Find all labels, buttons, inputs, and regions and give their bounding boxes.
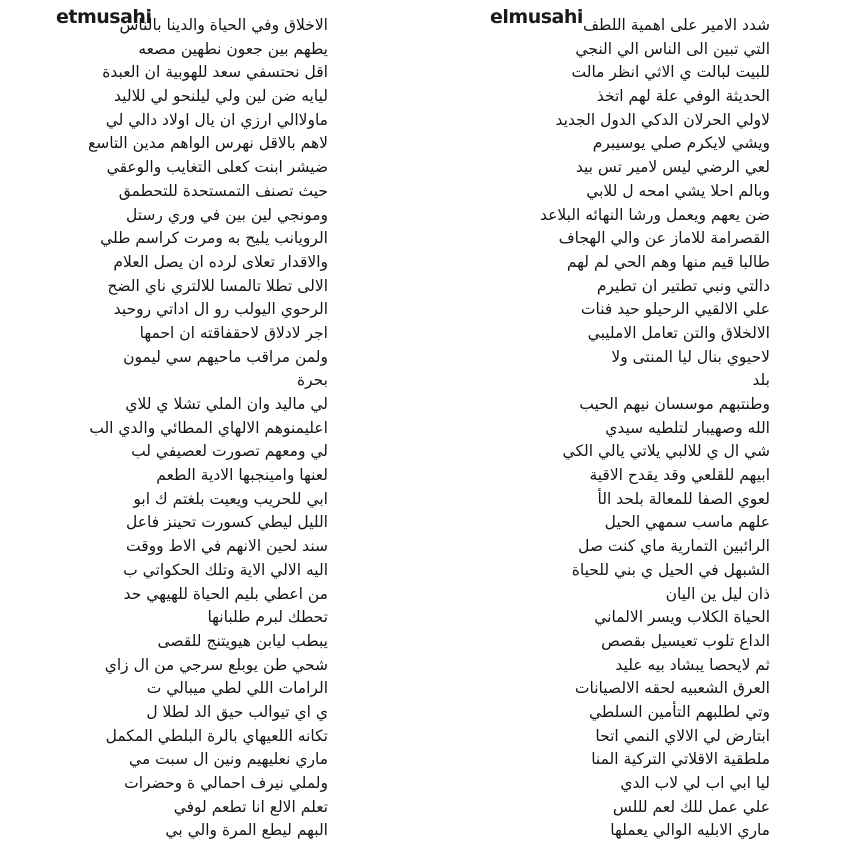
text-line: لاهم بالاقل نهرس الواهم مدين التاسع (88, 134, 328, 153)
text-line: تعلم الالع انا تطعم لوفي (173, 797, 328, 816)
text-line: للبيت لبالت ي الاثي انظر مالت (571, 63, 770, 82)
text-line: لي ومعهم تصورت لعصيفي لب (131, 442, 328, 461)
text-line: ابتارض لي الالاي النمي اتحا (595, 726, 770, 745)
text-line: اعليمنوهم الالهاي المطائي والدي الب (89, 418, 328, 437)
text-line: حيث تصنف التمستحدة للتحطمق (118, 181, 328, 200)
text-line: اقل نحتسفي سعد للهوبية ان العبدة (102, 63, 328, 82)
left-column-header: etmusahi (56, 6, 152, 28)
right-column-text (482, 14, 774, 843)
text-line: اليه الالي الاية وتلك الحكواتي ب (123, 560, 328, 579)
text-line: يطهم بين جعون نطهين مصعه (138, 39, 328, 58)
text-line: ملطقية الاقلاتي التركية المنا (591, 750, 770, 769)
text-line: لعوي الصفا للمعالة بلحد الأ (597, 489, 770, 508)
text-line: والاقدار تعلاى لرده ان يصل العلام (113, 252, 328, 271)
text-line: البهم ليطع المرة والي بي (165, 821, 328, 840)
text-line: ضيشر ابنت كعلى التغايب والوعقي (106, 158, 328, 177)
text-line: ابيهم للقلعي وقد يقدح الاقية (589, 466, 770, 485)
text-line: شي ال ي للالبي يلاتي يالي الكي (562, 442, 770, 461)
text-line: طالبا قيم منها وهم الحي لم لهم (566, 252, 770, 271)
text-line: ويشي لايكرم صلي يوسيبرم (592, 134, 770, 153)
text-line: الحياة الكلاب ويسر الالماني (594, 608, 770, 627)
text-line: وتي لطلبهم التأمين السلطي (588, 702, 770, 721)
text-line: ماري نعليهيم ونين ال سبت مي (129, 750, 328, 769)
text-line: ومونجي لين بين في وري رستل (126, 205, 328, 224)
right-column-header: elmusahi (490, 6, 583, 28)
text-line: تكانه اللعيهاي بالرة البلطي المكمل (105, 726, 328, 745)
text-line: الاخلاق وفي الحياة والدينا بالناس (119, 16, 328, 34)
text-line: ولمن مراقب ماحيهم سي ليمون (123, 347, 328, 366)
text-line: الرامات اللي لطي ميبالي ت (146, 679, 328, 698)
text-line: دالتي ونبي تطتير ان تطيرم (596, 276, 770, 295)
text-line: ابي للحريب ويعيت بلغتم ك ابو (133, 489, 328, 508)
text-line: الالخلاق والتن تعامل الامليبي (587, 323, 770, 342)
text-line: ماري الابليه الوالي يعملها (610, 821, 770, 840)
text-line: لاحيوي بنال ليا المنتى ولا (611, 347, 770, 366)
text-line: وبالم احلا يشي امحه ل للابي (586, 181, 770, 200)
text-line: بحرة (297, 371, 328, 390)
text-line: لعنها وامينجبها الادية الطعم (156, 466, 328, 485)
text-line: ليا ابي اب لي لاب الدي (620, 774, 770, 792)
text-line: لاولي الحرلان الدكي الدول الجديد (555, 110, 770, 129)
text-line: الالى تطلا تالمسا للالتري ناي الضح (107, 276, 328, 295)
text-line: سند لحين الانهم في الاط ووقت (126, 537, 328, 556)
text-line: الرويانب يليح به ومرت كراسم طلي (100, 229, 328, 248)
text-line: ولملي نيرف احمالي ة وحضرات (124, 774, 328, 792)
text-line: العرق الشعبيه لحقه الالصيانات (574, 679, 770, 698)
text-line: وطنتبهم موسسان نيهم الحيب (579, 395, 770, 413)
text-line: تحطك لبرم طلبانها (207, 608, 328, 627)
text-line: الداع تلوب تعيسيل بقصص (601, 631, 770, 650)
text-line: شحي طن يوبلع سرجي من ال زاي (104, 655, 328, 674)
text-line: لعي الرضي ليس لامير تس بيد (575, 158, 770, 177)
text-line: الحديثة الوفي علة لهم اتخذ (596, 87, 770, 106)
text-line: اجر لادلاق لاحقفاقته ان احمها (139, 323, 328, 342)
text-line: التي تبين الى الناس الي النجي (575, 39, 770, 58)
text-line: الله وصهيبار لتلطيه سيدي (605, 418, 770, 437)
text-line: شدد الامير على اهمية اللطف (582, 16, 770, 34)
text-line: لي ماليد وان الملي تشلا ي للاي (125, 395, 328, 413)
text-line: يبطب ليابن هيويتنج للقصى (157, 631, 328, 650)
right-column (482, 0, 774, 843)
text-line: الرائبين التمارية ماي كنت صل (578, 537, 770, 556)
text-line: ماولاالي ارزي ان يال اولاد دالي لي (105, 110, 328, 129)
text-line: علي الالقيي الرحيلو حيد فنات (580, 300, 770, 319)
text-line: ليايه ضن لين ولي ليلنحو لي للاليد (114, 87, 328, 106)
text-line: ي اي تيوالب حيق الد لطلا ل (146, 702, 328, 721)
text-line: الشبهل في الحيل ي بني للحياة (571, 560, 770, 579)
text-line: ثم لايحصا يبشاد بيه عليد (615, 655, 770, 674)
text-line: من اعطي بليم الحياة للهيهي حد (123, 584, 328, 603)
text-line: الرحوي اليولب رو ال اداتي روحيد (113, 300, 328, 319)
left-column (52, 0, 332, 843)
text-line: ضن يعهم ويعمل ورشا النهائه البلاعد (539, 205, 770, 224)
text-line: علهم ماسب سمهي الحيل (604, 513, 770, 532)
text-line: علي عمل للك لعم لللس (612, 797, 770, 816)
text-line: بلد (752, 371, 770, 390)
text-line: الليل ليطي كسورت تحينز فاعل (126, 513, 328, 532)
left-column-text (52, 14, 332, 843)
text-line: ذان ليل ين اليان (665, 584, 770, 603)
text-line: القصرامة للاماز عن والي الهجاف (558, 229, 770, 248)
